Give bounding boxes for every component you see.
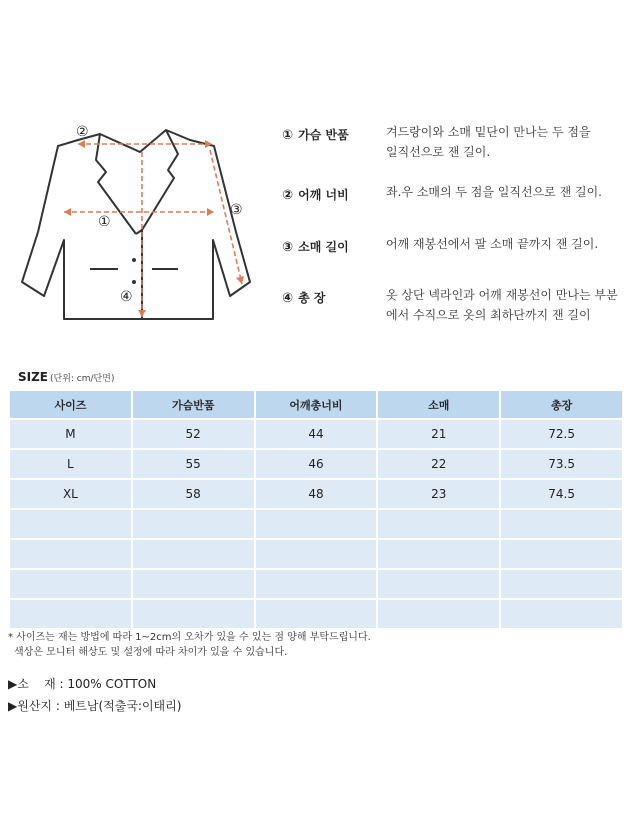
table-cell: 55 xyxy=(132,449,255,479)
measurement-label: 총 장 xyxy=(298,291,326,305)
table-cell xyxy=(132,539,255,569)
measurement-desc-length xyxy=(386,285,618,325)
size-notes xyxy=(8,630,371,660)
table-cell: XL xyxy=(9,479,132,509)
table-cell: M xyxy=(9,419,132,449)
table-cell xyxy=(377,539,500,569)
size-table xyxy=(8,389,624,630)
header-cell-shoulder: 어깨총너비 xyxy=(255,390,378,419)
header-cell-length: 총장 xyxy=(500,390,623,419)
table-cell: 74.5 xyxy=(500,479,623,509)
diagram-marker-1: ① xyxy=(98,214,111,230)
table-row xyxy=(9,449,623,479)
measurement-num: ② xyxy=(282,188,294,203)
header-cell-sleeve: 소매 xyxy=(377,390,500,419)
header-cell-size: 사이즈 xyxy=(9,390,132,419)
table-cell: 52 xyxy=(132,419,255,449)
header-cell-chest: 가슴반품 xyxy=(132,390,255,419)
table-cell: 73.5 xyxy=(500,449,623,479)
size-title: SIZE xyxy=(18,370,49,384)
measurement-num: ④ xyxy=(282,291,294,306)
table-cell: 21 xyxy=(377,419,500,449)
table-cell: 58 xyxy=(132,479,255,509)
table-cell xyxy=(255,569,378,599)
table-row xyxy=(9,479,623,509)
desc-line: 겨드랑이와 소매 밑단이 만나는 두 점을 xyxy=(386,125,591,139)
diagram-marker-2: ② xyxy=(76,124,89,140)
table-row xyxy=(9,599,623,629)
material-info xyxy=(8,675,156,692)
measurement-num: ③ xyxy=(282,240,294,255)
desc-line: 어깨 재봉선에서 팔 소매 끝까지 잰 길이. xyxy=(386,237,599,251)
table-row xyxy=(9,419,623,449)
measurement-desc-sleeve xyxy=(386,234,598,254)
table-cell: 23 xyxy=(377,479,500,509)
note-line: * 사이즈는 재는 방법에 따라 1~2cm의 오차가 있을 수 있는 점 양해 부탁드립니다. xyxy=(8,632,371,643)
table-cell: 72.5 xyxy=(500,419,623,449)
arrow-icon: ▶ xyxy=(8,699,18,713)
measurement-desc-chest xyxy=(386,122,591,162)
table-cell xyxy=(255,539,378,569)
table-cell: L xyxy=(9,449,132,479)
table-cell xyxy=(500,569,623,599)
jacket-diagram xyxy=(18,112,263,327)
table-cell xyxy=(255,599,378,629)
size-table-header-row xyxy=(9,390,623,419)
table-cell xyxy=(9,599,132,629)
table-cell xyxy=(500,599,623,629)
desc-line: 에서 수직으로 옷의 최하단까지 잰 길이 xyxy=(386,308,591,322)
table-cell: 46 xyxy=(255,449,378,479)
table-cell: 22 xyxy=(377,449,500,479)
diagram-marker-3: ③ xyxy=(230,202,243,218)
desc-line: 옷 상단 넥라인과 어깨 재봉선이 만나는 부분 xyxy=(386,288,618,302)
table-cell xyxy=(377,509,500,539)
diagram-marker-4: ④ xyxy=(120,289,133,305)
table-row xyxy=(9,539,623,569)
size-table-heading xyxy=(18,370,114,384)
table-cell xyxy=(9,569,132,599)
table-cell xyxy=(132,509,255,539)
table-row xyxy=(9,509,623,539)
measurement-desc-shoulder xyxy=(386,182,602,202)
measurement-label: 가슴 반품 xyxy=(298,128,349,142)
measurement-label: 소매 길이 xyxy=(298,240,349,254)
material-label: 소 재 : xyxy=(17,677,68,691)
table-cell: 44 xyxy=(255,419,378,449)
size-unit: (단위: cm/단면) xyxy=(50,374,115,384)
table-cell xyxy=(500,539,623,569)
arrow-icon: ▶ xyxy=(8,677,18,691)
desc-line: 일직선으로 잰 길이. xyxy=(386,145,491,159)
table-cell xyxy=(377,569,500,599)
measurement-num: ① xyxy=(282,128,294,143)
origin-value: 베트남(적출국:이태리) xyxy=(63,699,182,713)
origin-label: 원산지 : xyxy=(17,699,64,713)
desc-line: 좌.우 소매의 두 점을 일직선으로 잰 길이. xyxy=(386,185,602,199)
measurement-item-length xyxy=(282,287,325,306)
measurement-item-chest xyxy=(282,124,349,143)
origin-info xyxy=(8,697,181,714)
table-cell xyxy=(9,509,132,539)
note-line: 색상은 모니터 해상도 및 설정에 따라 차이가 있을 수 있습니다. xyxy=(14,647,288,658)
measurement-item-shoulder xyxy=(282,184,349,203)
table-row xyxy=(9,569,623,599)
material-value: 100% COTTON xyxy=(67,677,157,691)
measurement-label: 어깨 너비 xyxy=(298,188,349,202)
table-cell xyxy=(132,569,255,599)
table-cell: 48 xyxy=(255,479,378,509)
table-cell xyxy=(377,599,500,629)
table-cell xyxy=(255,509,378,539)
table-cell xyxy=(132,599,255,629)
table-cell xyxy=(9,539,132,569)
table-cell xyxy=(500,509,623,539)
measurement-item-sleeve xyxy=(282,236,349,255)
